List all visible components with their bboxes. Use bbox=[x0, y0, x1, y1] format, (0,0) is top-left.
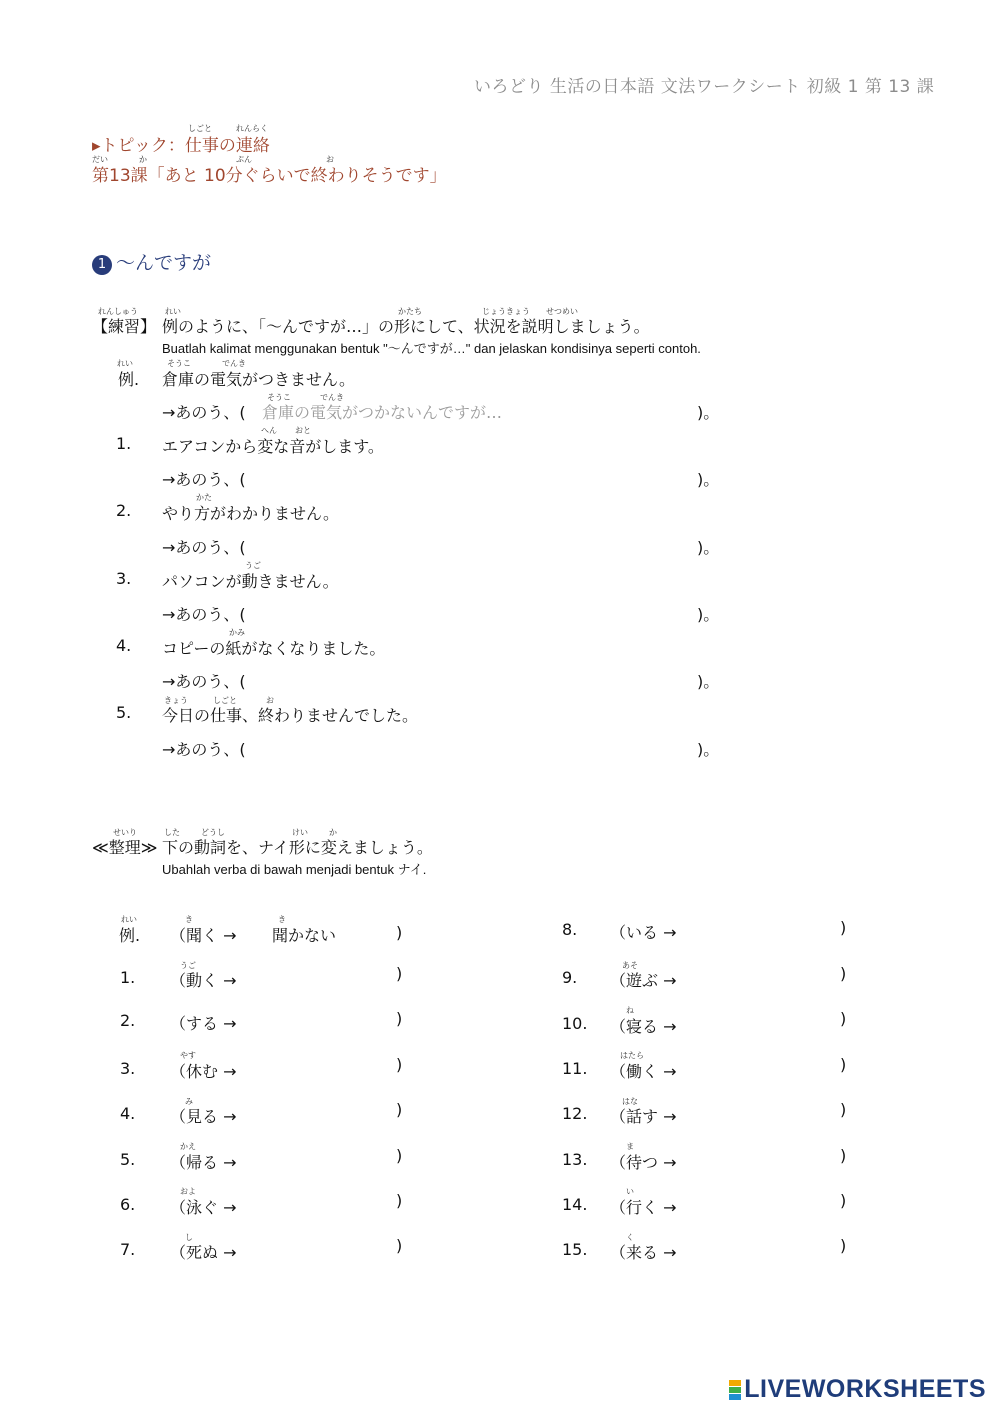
item-5-closing: )。 bbox=[697, 740, 720, 759]
verb-1: （動く → bbox=[170, 971, 237, 990]
ruby-hatara: はたら bbox=[620, 1051, 644, 1060]
verb-4-close: ) bbox=[396, 1100, 403, 1119]
ruby-dai: だい bbox=[92, 155, 108, 164]
verb-6-close: ) bbox=[396, 1191, 403, 1210]
item-5-number: 5. bbox=[116, 703, 132, 722]
verb-13-number: 13. bbox=[562, 1150, 588, 1169]
verb-15: （来る → bbox=[610, 1243, 677, 1262]
verb-2-answer-field[interactable] bbox=[262, 1009, 382, 1031]
ruby-renraku: れんらく bbox=[236, 124, 268, 133]
item-5-sentence: 今日の仕事、終わりませんでした。 bbox=[162, 706, 419, 725]
item-4-answer-field[interactable] bbox=[262, 669, 682, 689]
item-3-number: 3. bbox=[116, 569, 132, 588]
worksheet-header: いろどり 生活の日本語 文法ワークシート 初級 1 第 13 課 bbox=[474, 77, 935, 97]
ruby-souko: そうこ bbox=[167, 359, 191, 368]
ruby-i: い bbox=[626, 1187, 634, 1196]
item-3-sentence: パソコンが動きません。 bbox=[162, 572, 339, 591]
ruby-kyou: きょう bbox=[164, 696, 188, 705]
verb-14-number: 14. bbox=[562, 1195, 588, 1214]
verb-9-answer-field[interactable] bbox=[700, 964, 830, 986]
verb-7-number: 7. bbox=[120, 1240, 136, 1259]
item-1-arrow-prefix: →あのう、( bbox=[162, 470, 246, 489]
verb-1-number: 1. bbox=[120, 968, 136, 987]
verb-14: （行く → bbox=[610, 1198, 677, 1217]
item-2-answer-field[interactable] bbox=[262, 535, 682, 555]
verb-5-number: 5. bbox=[120, 1150, 136, 1169]
verb-9-number: 9. bbox=[562, 968, 578, 987]
verb-10-answer-field[interactable] bbox=[700, 1009, 830, 1031]
example-sentence: 倉庫の電気がつきません。 bbox=[162, 370, 355, 389]
verb-6: （泳ぐ → bbox=[170, 1198, 237, 1217]
verb-10-number: 10. bbox=[562, 1014, 588, 1033]
item-2-arrow-prefix: →あのう、( bbox=[162, 538, 246, 557]
verb-15-close: ) bbox=[840, 1236, 847, 1255]
ruby-kei: けい bbox=[292, 828, 308, 837]
verb-5-answer-field[interactable] bbox=[262, 1146, 382, 1168]
verb-12-close: ) bbox=[840, 1100, 847, 1119]
verb-2-close: ) bbox=[396, 1009, 403, 1028]
ruby-kata: かた bbox=[196, 493, 212, 502]
verb-3-number: 3. bbox=[120, 1059, 136, 1078]
ruby-katachi: かたち bbox=[398, 307, 422, 316]
item-4-sentence: コピーの紙がなくなりました。 bbox=[162, 639, 386, 658]
ruby-ki: き bbox=[185, 915, 193, 924]
review-subtitle: Ubahlah verba di bawah menjadi bentuk ナイ. bbox=[162, 862, 427, 877]
ruby-doushi: どうし bbox=[201, 828, 225, 837]
ruby-ka-review: か bbox=[329, 828, 337, 837]
item-1-number: 1. bbox=[116, 434, 132, 453]
verb-3-close: ) bbox=[396, 1055, 403, 1074]
ruby-rei: れい bbox=[165, 307, 181, 316]
verb-8: （いる → bbox=[610, 923, 677, 942]
verb-5-close: ) bbox=[396, 1146, 403, 1165]
item-3-closing: )。 bbox=[697, 605, 720, 624]
verb-4: （見る → bbox=[170, 1107, 237, 1126]
ruby-aso: あそ bbox=[622, 961, 638, 970]
verb-5: （帰る → bbox=[170, 1153, 237, 1172]
item-4-closing: )。 bbox=[697, 672, 720, 691]
ruby-oyo: およ bbox=[180, 1187, 196, 1196]
ruby-shi: し bbox=[185, 1233, 193, 1242]
verb-2-number: 2. bbox=[120, 1011, 136, 1030]
verb-10: （寝る → bbox=[610, 1017, 677, 1036]
verb-example-answer: 聞かない bbox=[272, 926, 337, 945]
verb-example-number: 例. bbox=[119, 926, 141, 945]
example-closing: )。 bbox=[697, 403, 720, 422]
item-2-closing: )。 bbox=[697, 538, 720, 557]
ruby-ma: ま bbox=[626, 1142, 634, 1151]
topic-line bbox=[92, 131, 270, 156]
verb-2: （する → bbox=[170, 1014, 237, 1033]
item-4-arrow-prefix: →あのう、( bbox=[162, 672, 246, 691]
ruby-hana: はな bbox=[622, 1097, 638, 1106]
practice-instruction: 例のように、「〜んですが…」の形にして、状況を説明しましょう。 bbox=[162, 317, 650, 336]
ruby-answer-denki: でんき bbox=[320, 393, 344, 402]
ruby-shigoto: しごと bbox=[188, 124, 212, 133]
ruby-joukyou: じょうきょう bbox=[482, 307, 530, 316]
ruby-answer-ki: き bbox=[278, 915, 286, 924]
ruby-renshuu: れんしゅう bbox=[98, 307, 138, 316]
ruby-kae: かえ bbox=[180, 1142, 196, 1151]
verb-example: （聞く → bbox=[170, 926, 237, 945]
ruby-mi: み bbox=[185, 1097, 193, 1106]
verb-12: （話す → bbox=[610, 1107, 677, 1126]
section-title: 〜んですが bbox=[116, 252, 212, 274]
verb-11-number: 11. bbox=[562, 1059, 588, 1078]
ruby-shita: した bbox=[164, 828, 180, 837]
verb-12-number: 12. bbox=[562, 1104, 588, 1123]
ruby-ku: く bbox=[626, 1233, 634, 1242]
verb-3-answer-field[interactable] bbox=[262, 1055, 382, 1077]
verb-8-close: ) bbox=[840, 918, 847, 937]
verb-example-close: ) bbox=[396, 923, 403, 942]
liveworksheets-logo bbox=[729, 1375, 986, 1404]
verb-11-answer-field[interactable] bbox=[700, 1055, 830, 1077]
item-2-number: 2. bbox=[116, 501, 132, 520]
verb-8-answer-field[interactable] bbox=[700, 918, 830, 940]
verb-6-number: 6. bbox=[120, 1195, 136, 1214]
review-label: ≪整理≫ bbox=[92, 838, 158, 857]
verb-12-answer-field[interactable] bbox=[700, 1100, 830, 1122]
ruby-kami: かみ bbox=[229, 628, 245, 637]
item-3-answer-field[interactable] bbox=[262, 602, 682, 622]
ruby-rei-example: れい bbox=[117, 359, 133, 368]
item-1-closing: )。 bbox=[697, 470, 720, 489]
ruby-ka: か bbox=[139, 155, 147, 164]
item-1-sentence: エアコンから変な音がします。 bbox=[162, 437, 384, 456]
verb-1-close: ) bbox=[396, 964, 403, 983]
ruby-pun: ぷん bbox=[236, 155, 252, 164]
verb-7: （死ぬ → bbox=[170, 1243, 237, 1262]
practice-label: 【練習】 bbox=[92, 317, 157, 336]
ruby-o: お bbox=[326, 155, 334, 164]
verb-11: （働く → bbox=[610, 1062, 677, 1081]
verb-3: （休む → bbox=[170, 1062, 237, 1081]
verb-4-number: 4. bbox=[120, 1104, 136, 1123]
verb-13-answer-field[interactable] bbox=[700, 1146, 830, 1168]
section-heading bbox=[92, 248, 211, 275]
verb-15-answer-field[interactable] bbox=[700, 1236, 830, 1258]
ruby-answer-souko: そうこ bbox=[267, 393, 291, 402]
verb-1-answer-field[interactable] bbox=[262, 964, 382, 986]
ruby-hen: へん bbox=[261, 426, 277, 435]
topic-label: ▸トピック： bbox=[92, 136, 185, 156]
item-4-number: 4. bbox=[116, 636, 132, 655]
example-answer: 倉庫の電気がつかないんですが… bbox=[262, 403, 503, 422]
verb-6-answer-field[interactable] bbox=[262, 1191, 382, 1213]
verb-9: （遊ぶ → bbox=[610, 971, 677, 990]
section-number-badge: 1 bbox=[92, 255, 112, 275]
example-number: 例. bbox=[118, 370, 140, 389]
example-arrow-prefix: →あのう、( bbox=[162, 403, 246, 422]
item-2-sentence: やり方がわかりません。 bbox=[162, 504, 339, 523]
ruby-o-5: お bbox=[266, 696, 274, 705]
item-5-arrow-prefix: →あのう、( bbox=[162, 740, 246, 759]
verb-13: （待つ → bbox=[610, 1153, 677, 1172]
item-3-arrow-prefix: →あのう、( bbox=[162, 605, 246, 624]
verb-8-number: 8. bbox=[562, 920, 578, 939]
ruby-rei-review: れい bbox=[121, 915, 137, 924]
ruby-setsumei: せつめい bbox=[546, 307, 578, 316]
ruby-shigoto-5: しごと bbox=[213, 696, 237, 705]
verb-7-close: ) bbox=[396, 1236, 403, 1255]
verb-15-number: 15. bbox=[562, 1240, 588, 1259]
verb-7-answer-field[interactable] bbox=[262, 1236, 382, 1258]
ruby-ne: ね bbox=[626, 1006, 634, 1015]
verb-4-answer-field[interactable] bbox=[262, 1100, 382, 1122]
verb-11-close: ) bbox=[840, 1055, 847, 1074]
verb-14-answer-field[interactable] bbox=[700, 1191, 830, 1213]
review-instruction: 下の動詞を、ナイ形に変えましょう。 bbox=[162, 838, 433, 857]
topic-title: 仕事の連絡 bbox=[184, 136, 270, 156]
verb-14-close: ) bbox=[840, 1191, 847, 1210]
ruby-denki: でんき bbox=[222, 359, 246, 368]
logo-text: LIVEWORKSHEETS bbox=[744, 1375, 986, 1403]
ruby-oto: おと bbox=[295, 426, 311, 435]
lesson-title: 第13課「あと 10分ぐらいで終わりそうです」 bbox=[92, 166, 447, 186]
practice-subtitle: Buatlah kalimat menggunakan bentuk "〜んですが…" dan jelaskan kondisinya seperti contoh. bbox=[162, 341, 701, 356]
item-5-answer-field[interactable] bbox=[262, 737, 682, 757]
logo-mark-icon bbox=[729, 1379, 741, 1401]
ruby-ugo-1: うご bbox=[180, 961, 196, 970]
verb-9-close: ) bbox=[840, 964, 847, 983]
verb-10-close: ) bbox=[840, 1009, 847, 1028]
ruby-seiri: せいり bbox=[113, 828, 137, 837]
verb-13-close: ) bbox=[840, 1146, 847, 1165]
item-1-answer-field[interactable] bbox=[262, 467, 682, 487]
ruby-yasu: やす bbox=[180, 1051, 196, 1060]
ruby-ugo: うご bbox=[245, 561, 261, 570]
